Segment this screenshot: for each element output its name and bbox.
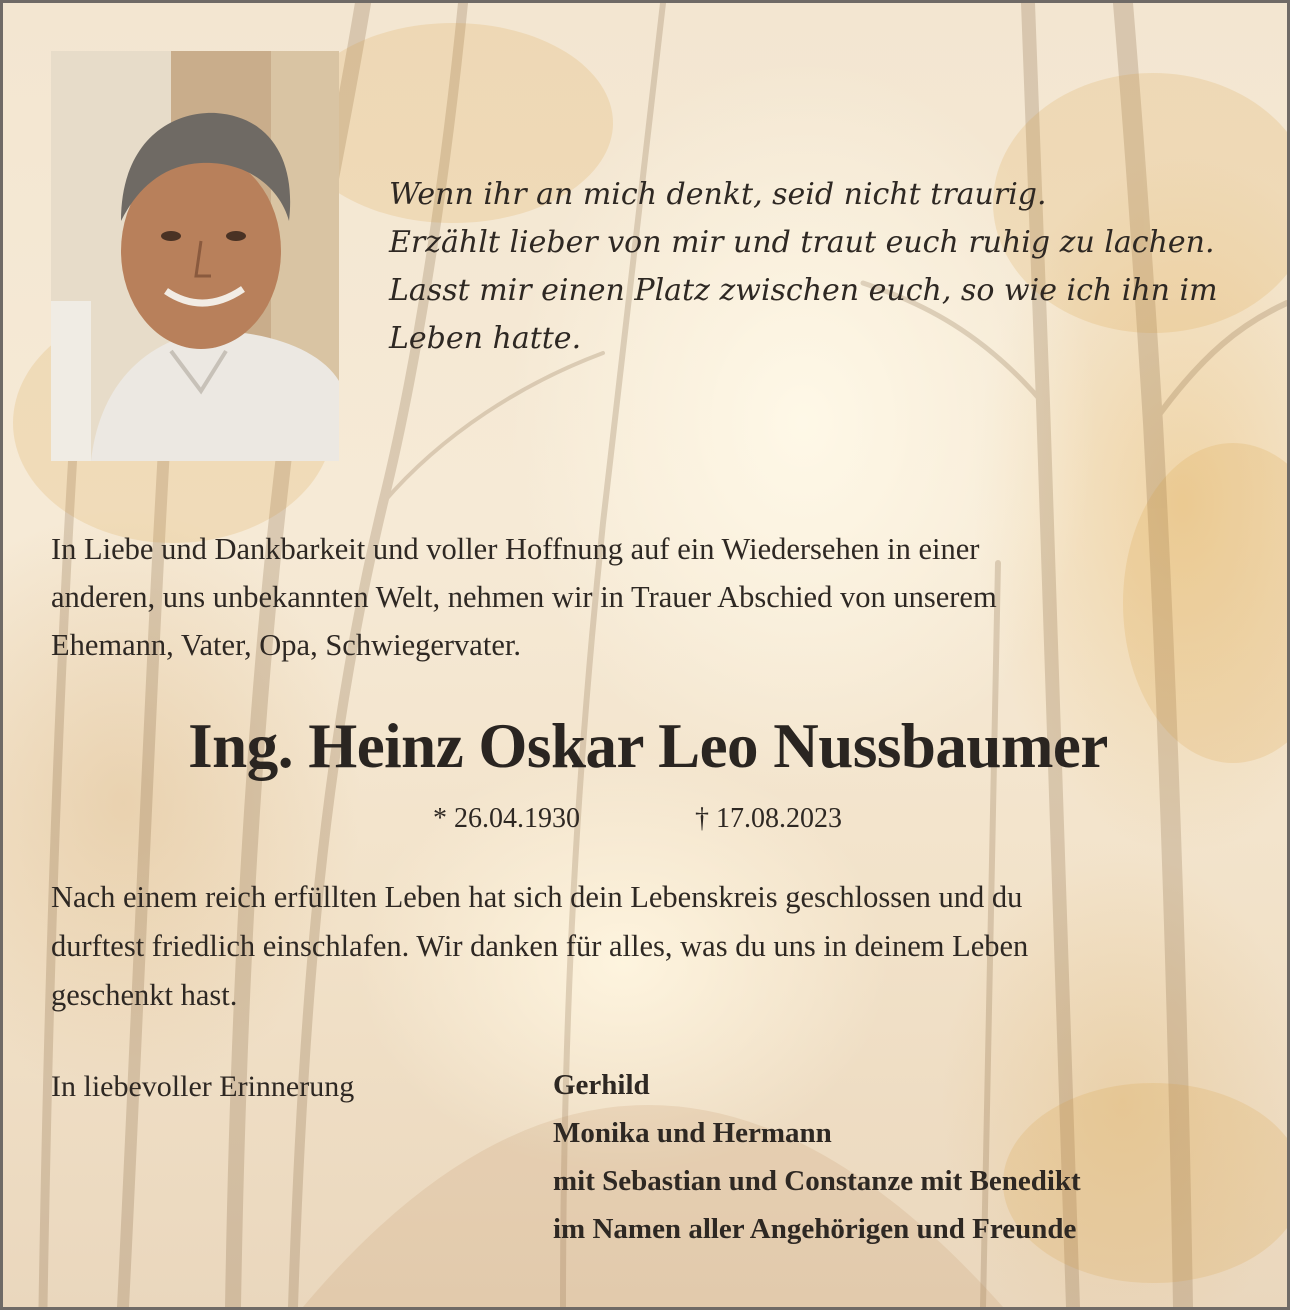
deceased-name: Ing. Heinz Oskar Leo Nussbaumer <box>188 711 1108 781</box>
closing-line: geschenkt hast. <box>51 978 238 1012</box>
memorial-quote <box>389 171 1269 363</box>
quote-line: Erzählt lieber von mir und traut euch ruhig zu lachen. <box>389 225 1215 260</box>
closing-line: durftest friedlich einschlafen. Wir danken für alles, was du uns in deinem Leben <box>51 929 1029 963</box>
memory-label: In liebevoller Erinnerung <box>51 1070 355 1103</box>
portrait-photo <box>51 51 339 461</box>
quote-line: Leben hatte. <box>389 321 582 356</box>
signer-name: im Namen aller Angehörigen und Freunde <box>553 1213 1077 1245</box>
birth-date: * 26.04.1930 <box>433 803 580 834</box>
quote-line: Wenn ihr an mich denkt, seid nicht traurig. <box>389 177 1047 212</box>
intro-paragraph <box>51 525 1251 669</box>
signer-name: mit Sebastian und Constanze mit Benedikt <box>553 1165 1081 1197</box>
closing-paragraph <box>51 873 1251 1020</box>
intro-line: anderen, uns unbekannten Welt, nehmen wir in Trauer Abschied von unserem <box>51 580 997 614</box>
intro-line: Ehemann, Vater, Opa, Schwiegervater. <box>51 628 521 662</box>
death-date: † 17.08.2023 <box>695 803 842 834</box>
intro-line: In Liebe und Dankbarkeit und voller Hoffnung auf ein Wiedersehen in einer <box>51 532 980 566</box>
signer-name: Gerhild <box>553 1069 650 1101</box>
signers-list <box>553 1061 1253 1253</box>
signer-name: Monika und Hermann <box>553 1117 832 1149</box>
closing-line: Nach einem reich erfüllten Leben hat sich dein Lebenskreis geschlossen und du <box>51 880 1023 914</box>
quote-line: Lasst mir einen Platz zwischen euch, so wie ich ihn im <box>389 273 1218 308</box>
